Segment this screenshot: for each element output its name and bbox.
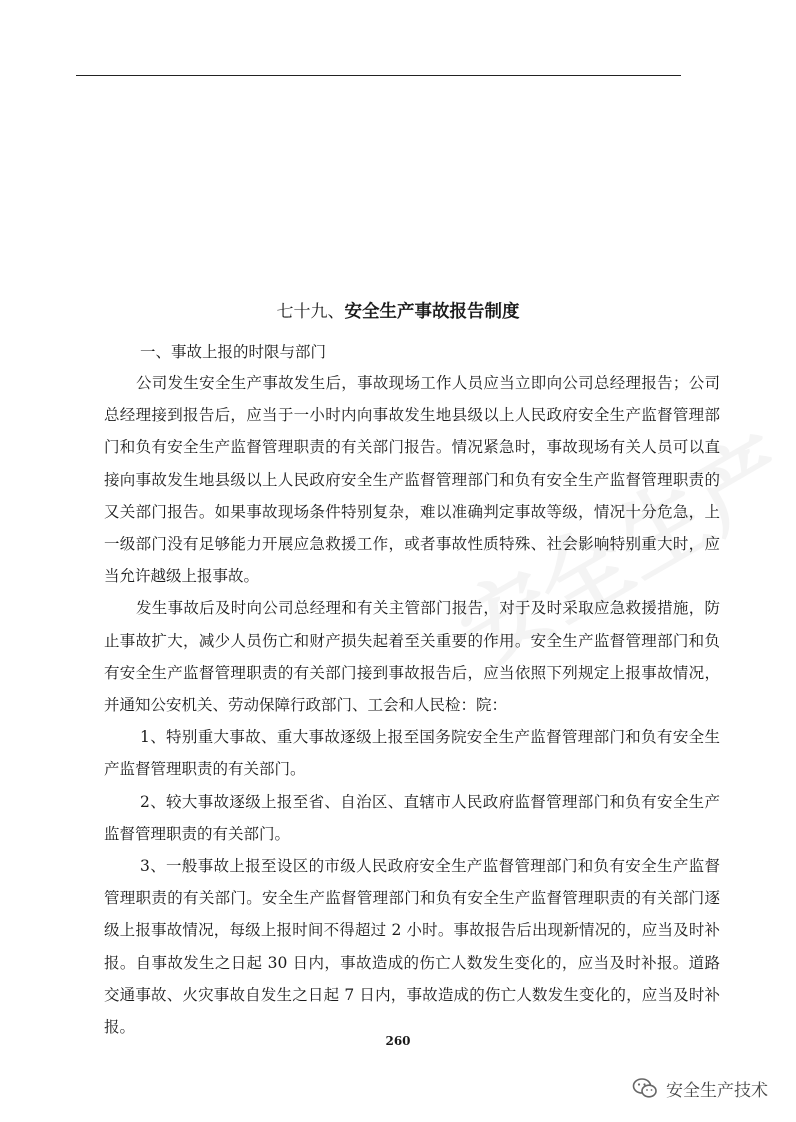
header-rule bbox=[76, 75, 681, 76]
page-number: 260 bbox=[385, 1034, 411, 1048]
paragraph: 发生事故后及时向公司总经理和有关主管部门报告，对于及时采取应急救援措施，防止事故扩大，减少人员伤亡和财产损失起着至关重要的作用。安全生产监督管理部门和负有安全生产监督管理职责的有关部门接到事故报告后，应当依照下列规定上报事故情况，并通知公安机关、劳动保障行政部门、工会和人民检：院： bbox=[104, 599, 720, 715]
title-prefix: 七十九、 bbox=[276, 302, 345, 322]
section-heading: 一、事故上报的时限与部门 bbox=[140, 343, 327, 361]
paragraph: 公司发生安全生产事故发生后，事故现场工作人员应当立即向公司总经理报告；公司总经理接到报告后，应当于一小时内向事故发生地县级以上人民政府安全生产监督管理部门和负有安全生产监督管理职责的有关部门报告。情况紧急时，事故现场有关人员可以直接向事故发生地县级以上人民政府安全生产监督管理部门和负有安全生产监督管理职责的又关部门报告。如果事故现场条件特别复杂，难以准确判定事故等级，情况十分危急，上一级部门没有足够能力开展应急救援工作，或者事故性质特殊、社会影响特别重大时，应当允许越级上报事故。 bbox=[104, 374, 720, 586]
brand-label: 安全生产技术 bbox=[666, 1080, 768, 1101]
title-text: 安全生产事故报告制度 bbox=[344, 302, 520, 322]
document-title bbox=[0, 298, 796, 326]
list-item: 2、较大事故逐级上报至省、自治区、直辖市人民政府监督管理部门和负有安全生产监督管理职责的有关部门。 bbox=[104, 792, 720, 843]
list-item: 3、一般事故上报至设区的市级人民政府安全生产监督管理部门和负有安全生产监督管理职责的有关部门。安全生产监督管理部门和负有安全生产监督管理职责的有关部门逐级上报事故情况，每级上报时间不得超过 2 小时。事故报告后出现新情况的，应当及时补报。自事故发生之日起 30 日内，事故造成的伤亡人数发生变化的，应当及时补报。道路交通事故、火灾事故自发生之日起 7 日内，事故造成的伤亡人数发生变化的，应当及时补报。 bbox=[104, 857, 720, 1037]
brand-watermark bbox=[632, 1074, 768, 1102]
wechat-icon bbox=[632, 1077, 658, 1099]
document-body bbox=[104, 367, 720, 1043]
list-item: 1、特别重大事故、重大事故逐级上报至国务院安全生产监督管理部门和负有安全生产监督管理职责的有关部门。 bbox=[104, 728, 720, 779]
